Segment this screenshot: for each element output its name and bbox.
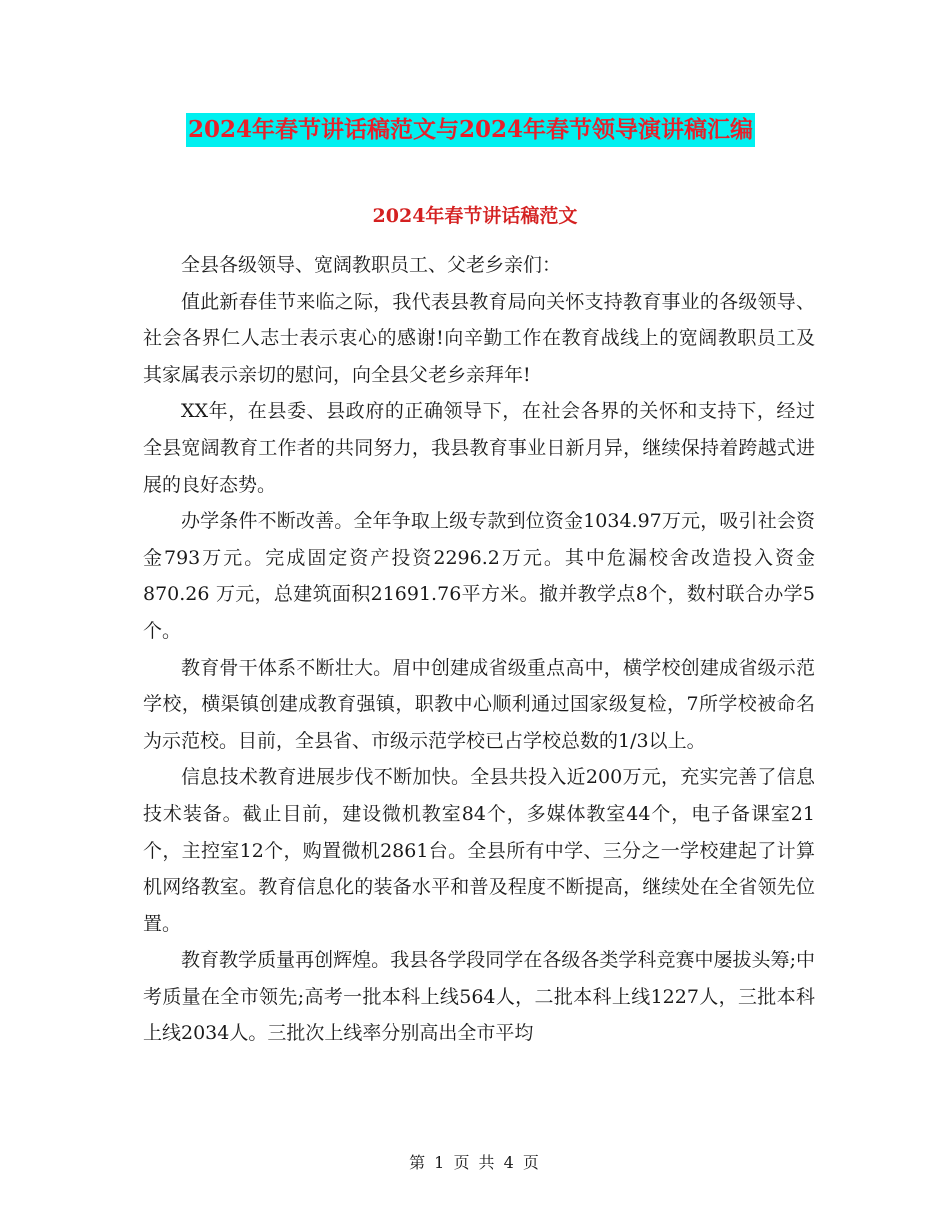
paragraph: 办学条件不断改善。全年争取上级专款到位资金1034.97万元，吸引社会资金793万元。完成固定资产投资2296.2万元。其中危漏校舍改造投入资金 870.26 万元，总建筑面积21691.76平方米。撤并教学点8个，数村联合办学5个。 xyxy=(143,510,815,642)
paragraph: 信息技术教育进展步伐不断加快。全县共投入近200万元，充实完善了信息技术装备。截止目前，建设微机教室84个，多媒体教室44个，电子备课室21个，主控室12个，购置微机2861台。全县所有中学、三分之一学校建起了计算机网络教室。教育信息化的装备水平和普及程度不断提高，继续处在全省领先位置。 xyxy=(143,766,815,935)
page-number-footer: 第 1 页 共 4 页 xyxy=(409,1153,541,1172)
paragraph: 教育骨干体系不断壮大。眉中创建成省级重点高中，横学校创建成省级示范学校，横渠镇创建成教育强镇，职教中心顺利通过国家级复检，7所学校被命名为示范校。目前，全县省、市级示范学校已占学校总数的1/3以上。 xyxy=(143,656,815,752)
paragraph: 教育教学质量再创辉煌。我县各学段同学在各级各类学科竞赛中屡拔头筹;中考质量在全市领先;高考一批本科上线564人，二批本科上线1227人，三批本科上线2034人。三批次上线率分别高出全市平均 xyxy=(143,949,815,1045)
paragraph: XX年，在县委、县政府的正确领导下，在社会各界的关怀和支持下，经过全县宽阔教育工作者的共同努力，我县教育事业日新月异，继续保持着跨越式进展的良好态势。 xyxy=(143,400,815,496)
paragraph-salutation: 全县各级领导、宽阔教职员工、父老乡亲们： xyxy=(181,254,562,276)
section-title: 2024年春节讲话稿范文 xyxy=(372,205,578,227)
document-body xyxy=(143,247,815,1052)
paragraph: 值此新春佳节来临之际，我代表县教育局向关怀支持教育事业的各级领导、社会各界仁人志士表示衷心的感谢!向辛勤工作在教育战线上的宽阔教职员工及其家属表示亲切的慰问，向全县父老乡亲拜年! xyxy=(143,290,815,386)
document-title: 2024年春节讲话稿范文与2024年春节领导演讲稿汇编 xyxy=(186,113,755,147)
